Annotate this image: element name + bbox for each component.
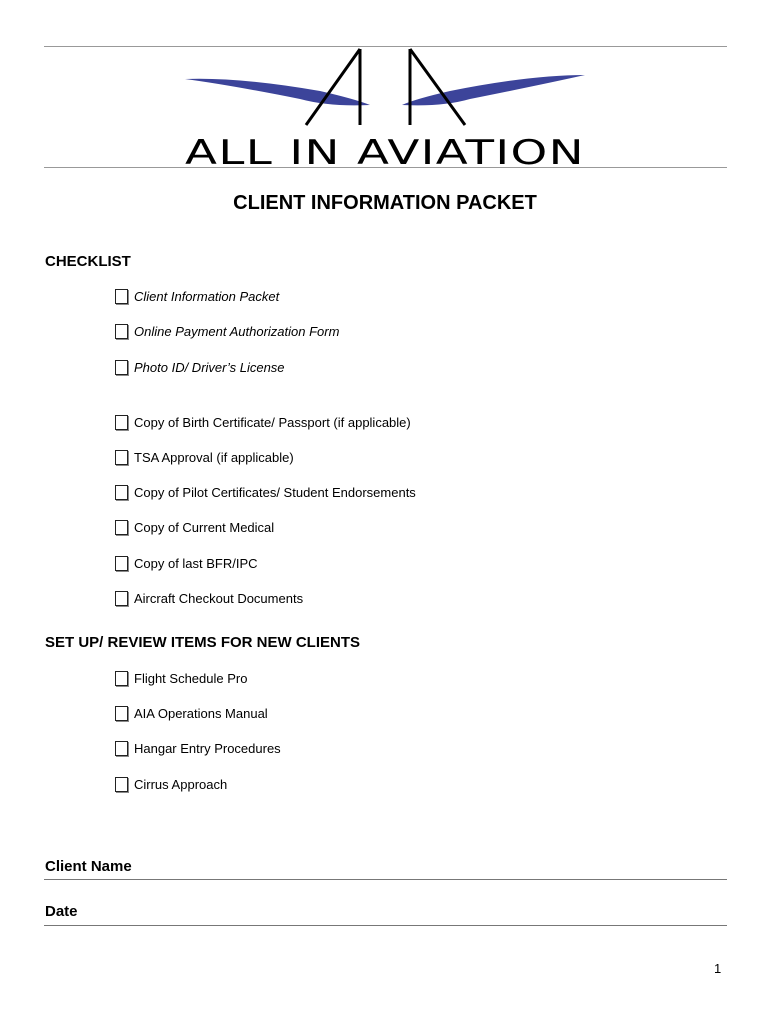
checklist-item[interactable]	[115, 520, 274, 535]
item-label: Hangar Entry Procedures	[134, 741, 281, 756]
all-in-aviation-logo	[180, 47, 590, 167]
checklist-item[interactable]	[115, 485, 416, 500]
page-title: CLIENT INFORMATION PACKET	[233, 192, 537, 214]
checklist-item[interactable]	[115, 324, 339, 339]
date-label: Date	[45, 903, 78, 920]
checkbox[interactable]	[115, 360, 128, 375]
checkbox[interactable]	[115, 591, 128, 606]
svg-text:ALL IN AVIATION: ALL IN AVIATION	[185, 133, 585, 167]
checklist-item[interactable]	[115, 556, 258, 571]
item-label: Online Payment Authorization Form	[134, 324, 340, 339]
item-label: TSA Approval (if applicable)	[134, 450, 294, 465]
checkbox[interactable]	[115, 450, 128, 465]
item-label: Copy of last BFR/IPC	[134, 556, 258, 571]
item-label: Copy of Pilot Certificates/ Student Endorsements	[134, 485, 416, 500]
checkbox[interactable]	[115, 777, 128, 792]
logo-bottom-rule	[44, 167, 727, 168]
setup-item[interactable]	[115, 777, 227, 792]
item-label: AIA Operations Manual	[134, 706, 268, 721]
checklist-item[interactable]	[115, 360, 285, 375]
checklist-item[interactable]	[115, 415, 411, 430]
item-label: Client Information Packet	[134, 289, 280, 304]
setup-item[interactable]	[115, 671, 247, 686]
date-field[interactable]	[44, 925, 727, 926]
checklist-heading: CHECKLIST	[45, 253, 131, 270]
page-number: 1	[714, 961, 722, 976]
checkbox[interactable]	[115, 289, 128, 304]
item-label: Copy of Current Medical	[134, 520, 275, 535]
item-label: Photo ID/ Driver’s License	[134, 360, 285, 375]
checkbox[interactable]	[115, 415, 128, 430]
checklist-item[interactable]	[115, 289, 279, 304]
checkbox[interactable]	[115, 485, 128, 500]
checkbox[interactable]	[115, 556, 128, 571]
checkbox[interactable]	[115, 706, 128, 721]
item-label: Cirrus Approach	[134, 777, 228, 792]
client-name-label: Client Name	[45, 858, 132, 875]
checklist-item[interactable]	[115, 591, 303, 606]
checkbox[interactable]	[115, 741, 128, 756]
setup-item[interactable]	[115, 706, 268, 721]
item-label: Copy of Birth Certificate/ Passport (if applicable)	[134, 415, 411, 430]
setup-heading: SET UP/ REVIEW ITEMS FOR NEW CLIENTS	[45, 634, 361, 651]
client-name-field[interactable]	[44, 879, 727, 880]
checkbox[interactable]	[115, 520, 128, 535]
checkbox[interactable]	[115, 671, 128, 686]
item-label: Aircraft Checkout Documents	[134, 591, 304, 606]
setup-item[interactable]	[115, 741, 281, 756]
item-label: Flight Schedule Pro	[134, 671, 248, 686]
checklist-item[interactable]	[115, 450, 294, 465]
checkbox[interactable]	[115, 324, 128, 339]
